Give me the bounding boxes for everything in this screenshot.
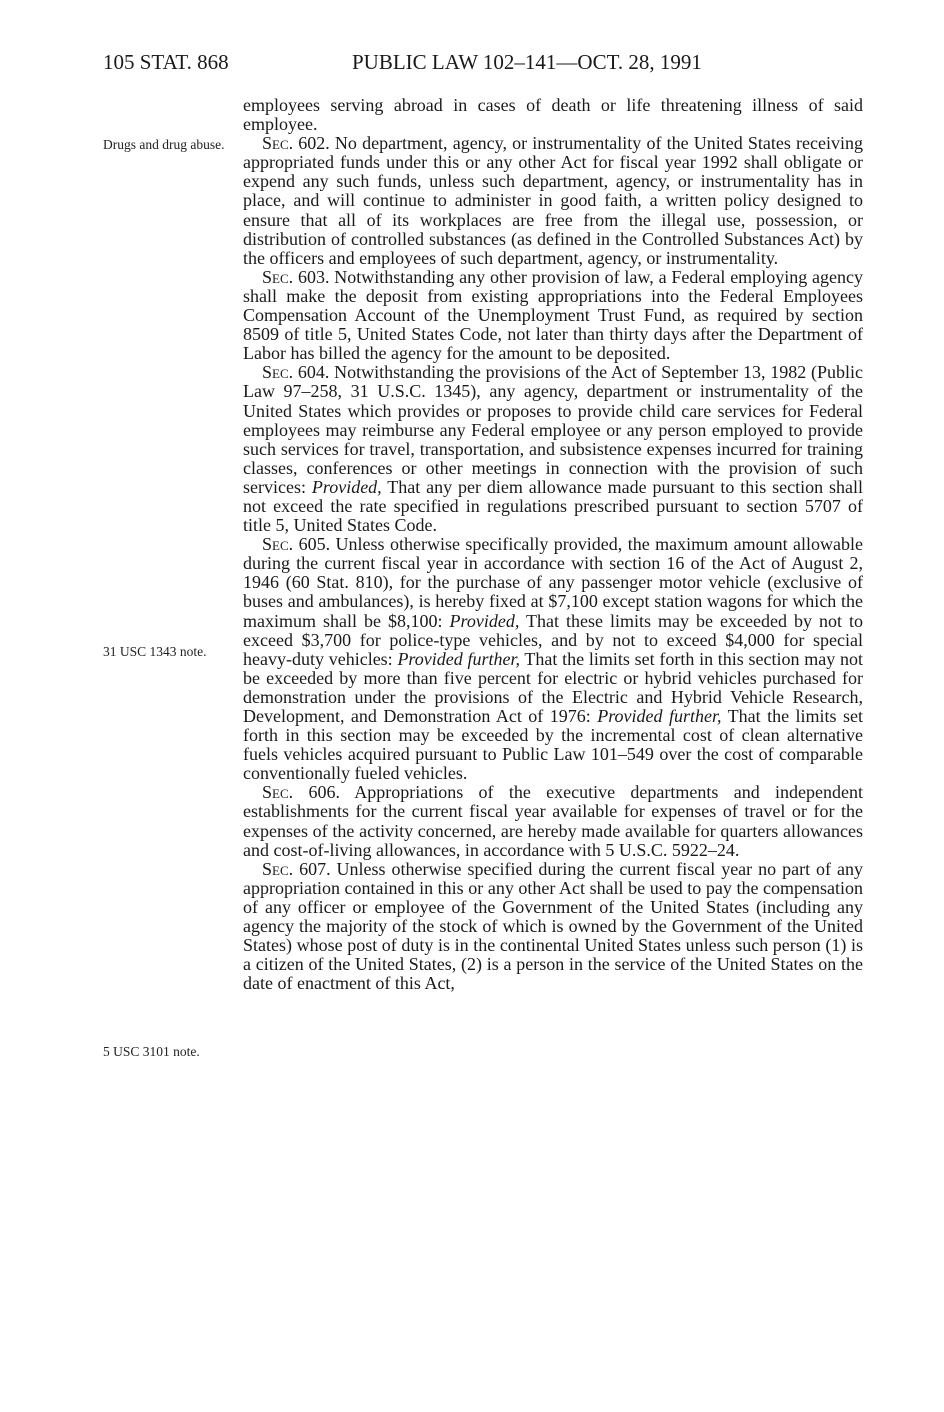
- section-604: Sec. 604. Notwithstanding the provisions of the Act of September 13, 1982 (Public Law 97–258, 31 U.S.C. 1345), any agency, department or instrumentality of the United States which provides or proposes to provide child care services for Federal employees may reimburse any Federal employee or any person employed to provide such services for travel, transportation, and subsistence expenses incurred for training classes, conferences or other meetings in connection with the provision of such services: Provided, That any per diem allowance made pursuant to this section shall not exceed the rate specified in regulations prescribed pursuant to section 5707 of title 5, United States Code.: [243, 362, 863, 536]
- section-label: Sec.: [262, 266, 294, 287]
- section-602: Sec. 602. No department, agency, or instrumentality of the United States receiving appropriated funds under this or any other Act for fiscal year 1992 shall obligate or expend any such funds, unless such department, agency, or instrumentality has in place, and will continue to administer in good faith, a written policy designed to ensure that all of its workplaces are free from the illegal use, possession, or distribution of controlled substances (as defined in the Controlled Substances Act) by the officers and employees of such department, agency, or instrumentality.: [243, 133, 863, 268]
- section-label: Sec.: [262, 133, 294, 154]
- margin-note-5-usc-3101: 5 USC 3101 note.: [103, 1044, 200, 1059]
- section-607: Sec. 607. Unless otherwise specified during the current fiscal year no part of any appropriation contained in this or any other Act shall be used to pay the compensation of any officer or employee of the Government of the United States (including any agency the majority of the stock of which is owned by the Government of the United States) whose post of duty is in the continental United States unless such person (1) is a citizen of the United States, (2) is a person in the service of the United States on the date of enactment of this Act,: [243, 858, 863, 994]
- paragraph-continuation: employees serving abroad in cases of death or life threatening illness of said employee.: [243, 95, 863, 135]
- statute-page-number: 105 STAT. 868: [103, 50, 229, 74]
- section-606: Sec. 606. Appropriations of the executive departments and independent establishments for the current fiscal year available for expenses of travel or for the expenses of the activity concerned, are hereby made available for quarters allowances and cost-of-living allowances, in accordance with 5 U.S.C. 5922–24.: [243, 782, 863, 860]
- margin-note-31-usc-1343: 31 USC 1343 note.: [103, 644, 207, 659]
- section-605: Sec. 605. Unless otherwise specifically provided, the maximum amount allowable during the current fiscal year in accordance with section 16 of the Act of August 2, 1946 (60 Stat. 810), for the purchase of any passenger motor vehicle (exclusive of buses and ambulances), is hereby fixed at $7,100 except station wagons for which the maximum shall be $8,100: Provided, That these limits may be exceeded by not to exceed $3,700 for police-type vehicles, and by not to exceed $4,000 for special heavy-duty vehicles: Provided further, That the limits set forth in this section may not be exceeded by more than five percent for electric or hybrid vehicles purchased for demonstration under the provisions of the Electric and Hybrid Vehicle Research, Development, and Demonstration Act of 1976: Provided further, That the limits set forth in this section may be exceeded by the incremental cost of clean alternative fuels vehicles acquired pursuant to Public Law 101–549 over the cost of comparable conventionally fueled vehicles.: [243, 534, 863, 784]
- body-text: [243, 96, 863, 993]
- section-label: Sec.: [262, 858, 294, 879]
- margin-note-drugs: Drugs and drug abuse.: [103, 137, 225, 152]
- section-label: Sec.: [262, 782, 294, 803]
- section-603: Sec. 603. Notwithstanding any other provision of law, a Federal employing agency shall make the deposit from existing appropriations into the Federal Employees Compensation Account of the Unemployment Trust Fund, as required by section 8509 of title 5, United States Code, not later than thirty days after the Department of Labor has billed the agency for the amount to be deposited.: [243, 266, 863, 364]
- section-label: Sec.: [262, 362, 294, 383]
- section-label: Sec.: [262, 534, 294, 555]
- running-title: PUBLIC LAW 102–141—OCT. 28, 1991: [352, 50, 702, 74]
